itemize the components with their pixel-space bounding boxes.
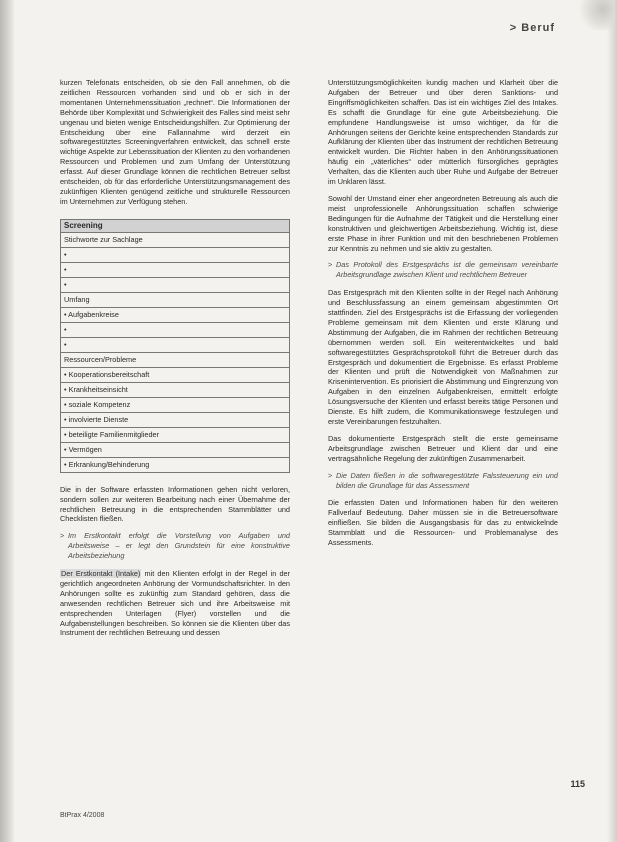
issue-footer: BtPrax 4/2008: [60, 812, 105, 819]
screening-row: Ressourcen/Probleme: [61, 353, 289, 368]
right-paragraph-3: Das Erstgespräch mit den Klienten sollte in der Regel nach Anhörung und Beschlussfassung an einem gemeinsam abgestimmten Ort stattfinden. Ziel des Erstgesprächs ist die Erfassung der vorliegenden Probleme gemeinsam mit dem Klienten und erste Klärung und Abstimmung der Aufgaben, die im Rahmen der rechtlichen Betreuung übernommen werden soll. Ein weiterentwickeltes und bald softwaregestütztes Gesprächsprotokoll führt die Betreuer durch das Erstgespräch und dokumentiert die Ergebnisse. Es erfasst Probleme der Klienten und prüft die Notwendigkeit von Maßnahmen zur Krisenintervention. Es priorisiert die Abstimmung und Eingrenzung von Aufgaben in den einzelnen Aufgabenkreisen, ermittelt erfolgte Lösungsversuche der Klienten und erfasst bereits tätige Personen und Dienste. Es hilft zudem, die Kommunikationswege festzulegen und erste Vereinbarungen festzuhalten.: [328, 288, 558, 426]
screening-row: •: [61, 278, 289, 293]
screening-row: • Krankheitseinsicht: [61, 383, 289, 398]
screening-row: • involvierte Dienste: [61, 413, 289, 428]
screening-row: •: [61, 248, 289, 263]
quote-arrow-icon: >: [328, 470, 333, 480]
screening-row: Umfang: [61, 293, 289, 308]
right-column: [328, 78, 558, 555]
screening-row: • Erkrankung/Behinderung: [64, 459, 150, 469]
screening-box: [60, 219, 290, 473]
left-quote-text: Im Erstkontakt erfolgt die Vorstellung von Aufgaben und Arbeitsweise – er legt den Grundstein für eine konstruktive Arbeitsbeziehung: [68, 531, 290, 561]
right-quote-2-text: Die Daten fließen in die softwaregestützte Falssteuerung ein und bilden die Grundlage für das Assessment: [336, 470, 558, 490]
left-paragraph-3-text: mit den Klienten erfolgt in der Regel in der gerichtlich angeordneten Anhörung der Vormundschaftsrichter. In den Anhörungen sollte es zukünftig zum Standard gehören, dass die anwesenden rechtlichen Betreuer sich und ihre Arbeitsweise mit entsprechenden Unterlagen (Flyer) vorstellen und die Aufgabenstellungen beschreiben. So können sie die Klienten über das Instrument der rechtlichen Betreuung und dessen: [60, 569, 290, 638]
screening-row: • beteiligte Familienmitglieder: [61, 428, 289, 443]
section-header: > Beruf: [509, 22, 555, 34]
screening-row: • Aufgabenkreise: [61, 308, 289, 323]
left-paragraph-2: Die in der Software erfassten Informationen gehen nicht verloren, sondern sollen zur weiteren Bearbeitung nach einer Übernahme der rechtlichen Betreuung in die entsprechenden Stammblätter und Checklisten fließen.: [60, 484, 290, 524]
screening-row: Stichworte zur Sachlage: [61, 233, 289, 248]
left-column: [60, 78, 290, 645]
page-number: 115: [570, 779, 585, 789]
quote-arrow-icon: >: [60, 531, 65, 541]
quote-arrow-icon: >: [328, 260, 333, 270]
left-paragraph-3: [60, 569, 290, 638]
right-paragraph-1: Unterstützungsmöglichkeiten kundig machen und Klarheit über die Aufgaben der Betreuer und über deren Sanktions- und Eingriffsmöglichkeiten schaffen. Das ist ein wichtiges Ziel des Intakes. Es schafft die Grundlage für eine gute Arbeitsbeziehung. Die empfundene Handlungsweise ist umso wichtiger, da für die Anhörungen seitens der Gerichte keine entsprechenden Standards zur Aufklärung der Klienten über das Instrument der rechtlichen Betreuung entwickelt wurden. Die Richter haben in den Anhörungssituationen häufig ein „väterliches“ oder mütterlich fürsorgliches geprägtes Verhalten, das die Klienten auch über Ruhe und Aufgabe der Betreuer im Unklaren lässt.: [328, 78, 558, 187]
right-paragraph-5: Die erfassten Daten und Informationen haben für den weiteren Fallverlauf Bedeutung. Daher müssen sie in die Betreuersoftware einfließen. Sie bilden die Ausgangsbasis für das zu entwickelnde Stammblatt und die Ressourcen- und Problemanalyse des Assessments.: [328, 498, 558, 548]
screening-row: • soziale Kompetenz: [61, 398, 289, 413]
screening-row: • Kooperationsbereitschaft: [61, 368, 289, 383]
screening-box-title: Screening: [61, 220, 289, 233]
left-paragraph-1: kurzen Telefonats entscheiden, ob sie den Fall annehmen, ob die zeitlichen Ressourcen vorhanden sind und ob er sich in der momentanen Unternehmenssituation „rechnet“. Die Informationen der Behörde über Komplexität und Schwierigkeit des Falles sind meist sehr ungenau und bieten wenige Entscheidungshilfen. Zur Optimierung der Entscheidung über eine Fallannahme wird derzeit ein softwaregestütztes Screeningverfahren entwickelt, das schnell erste wichtige Aspekte zur Lebenssituation der Klienten zu den vorhandenen Ressourcen und Problemen und zum Umfang der Unterstützung erfasst. Auf dieser Grundlage können die rechtlichen Betreuer selbst entscheiden, ob für das erforderliche Unterstützungsmanagement des zukünftigen Klienten genügend zeitliche und strukturelle Ressourcen im Unternehmen zur Verfügung stehen.: [60, 78, 290, 206]
right-quote-1-text: Das Protokoll des Erstgesprächs ist die gemeinsam vereinbarte Arbeitsgrundlage zwischen Klient und rechtlichem Betreuer: [336, 260, 558, 280]
screening-row: •: [61, 338, 289, 353]
right-pull-quote-2: [328, 471, 558, 491]
right-paragraph-4: Das dokumentierte Erstgespräch stellt die erste gemeinsame Arbeitsgrundlage zwischen Betreuer und Klient dar und eine vertragsähnliche Regelung der zukünftigen Zusammenarbeit.: [328, 433, 558, 463]
right-pull-quote-1: [328, 260, 558, 280]
page-right-shadow: [607, 0, 617, 842]
screening-row: • Vermögen: [61, 443, 289, 458]
page-left-shadow: [0, 0, 14, 842]
intake-highlight: Der Erstkontakt (Intake): [61, 569, 141, 579]
right-paragraph-2: Sowohl der Umstand einer eher angeordneten Betreuung als auch die meist unprofessionelle Anhörungssituation schaffen schwierige Bedingungen für die Aufnahme der Tätigkeit und die Herstellung einer konstruktiven und gleichwertigen Arbeitsbeziehung. Wichtig ist, diese erste Phase in ihrer Funktion und mit den beschriebenen Problemen zur Kenntnis zu nehmen und sie aktiv zu gestalten.: [328, 193, 558, 253]
screening-row: •: [61, 323, 289, 338]
left-pull-quote: [60, 531, 290, 561]
corner-decoration: [575, 0, 615, 30]
screening-row: •: [61, 263, 289, 278]
